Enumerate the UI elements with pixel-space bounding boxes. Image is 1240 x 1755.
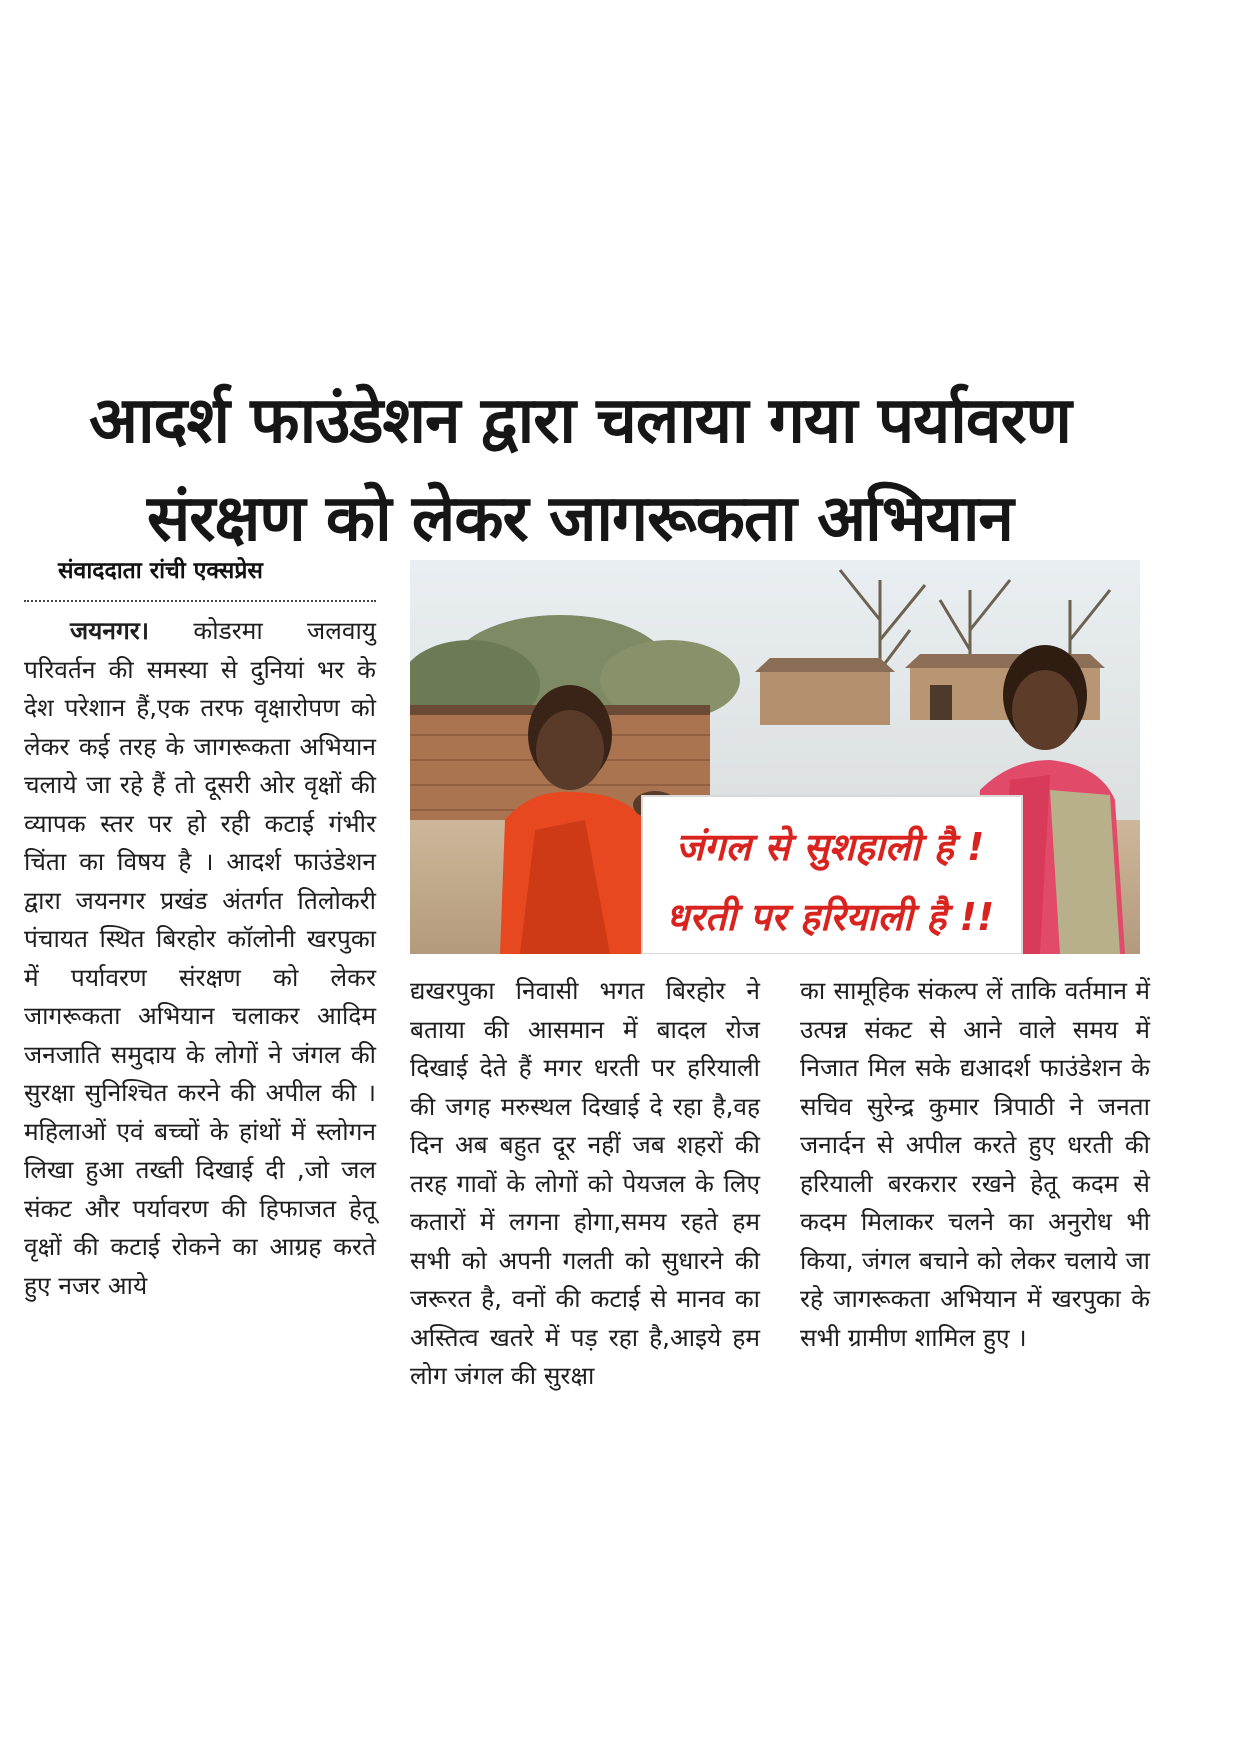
article-column-1-text: कोडरमा जलवायु परिवर्तन की समस्या से दुनियां भर के देश परेशान हैं,एक तरफ वृक्षारोपण को लेकर कई तरह के जागरूकता अभियान चलाये जा रहे हैं तो दूसरी ओर वृक्षों की व्यापक स्तर पर हो रही कटाई गंभीर चिंता का विषय है । आदर्श फाउंडेशन द्वारा जयनगर प्रखंड अंतर्गत तिलोकरी पंचायत स्थित बिरहोर कॉलोनी खरपुका में पर्यावरण संरक्षण को लेकर जागरूकता अभियान चलाकर आदिम जनजाति समुदाय के लोगों ने जंगल की सुरक्षा सुनिश्चित करने की अपील की । महिलाओं एवं बच्चों के हांथों में स्लोगन लिखा हुआ तख्ती दिखाई दी ,जो जल संकट और पर्यावरण की हिफाजत हेतू वृक्षों की कटाई रोकने का आग्रह करते हुए नजर आये [24,616,376,1300]
dateline: जयनगर। [70,616,150,645]
sign-line-2: धरती पर हरियाली है !! [665,895,995,939]
byline-divider [24,600,376,602]
article-column-3: का सामूहिक संकल्प लें ताकि वर्तमान में उत्पन्न संकट से आने वाले समय में निजात मिल सके द्यआदर्श फाउंडेशन के सचिव सुरेन्द्र कुमार त्रिपाठी ने जनता जनार्दन से अपील करते हुए धरती की हरियाली बरकरार रखने हेतू कदम से कदम मिलाकर चलने का अनुरोध भी किया, जंगल बचाने को लेकर चलाये जा रहे जागरूकता अभियान में खरपुका के सभी ग्रामीण शामिल हुए । [800,976,1150,1352]
news-photo [410,560,1140,954]
sign-line-1: जंगल से सुशहाली है ! [675,825,985,869]
article-column-2: द्यखरपुका निवासी भगत बिरहोर ने बताया की आसमान में बादल रोज दिखाई देते हैं मगर धरती पर हरियाली की जगह मरुस्थल दिखाई दे रहा है,वह दिन अब बहुत दूर नहीं जब शहरों की तरह गावों के लोगों को पेयजल के लिए कतारों में लगना होगा,समय रहते हम सभी को अपनी गलती को सुधारने की जरूरत है, वनों की कटाई से मानव का अस्तित्व खतरे में पड़ रहा है,आइये हम लोग जंगल की सुरक्षा [410,976,760,1390]
article-column-1 [24,612,376,1305]
headline [20,372,1140,568]
byline: संवाददाता रांची एक्सप्रेस [58,558,263,584]
headline-line-2: संरक्षण को लेकर जागरूकता अभियान [147,482,1013,556]
headline-line-1: आदर्श फाउंडेशन द्वारा चलाया गया पर्यावरण [89,384,1071,458]
